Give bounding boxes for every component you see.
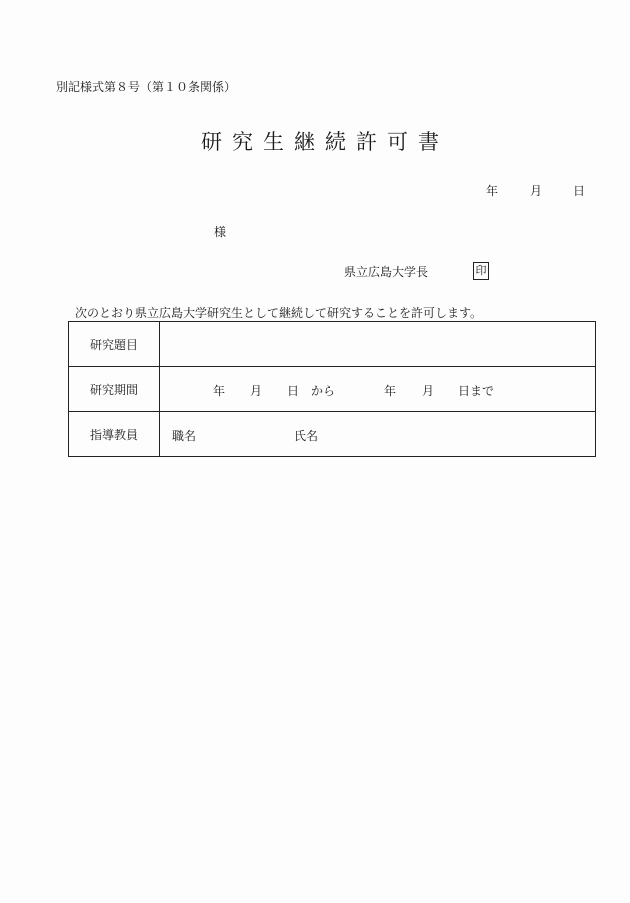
period-start-month-label: 月 bbox=[250, 384, 263, 398]
form-table bbox=[68, 321, 596, 457]
period-end-month-label: 月 bbox=[422, 384, 435, 398]
research-period-field[interactable] bbox=[160, 367, 596, 412]
table-row bbox=[69, 412, 596, 457]
supervisor-label: 指導教員 bbox=[69, 412, 160, 457]
issue-date bbox=[486, 182, 585, 199]
table-row bbox=[69, 322, 596, 367]
table-row bbox=[69, 367, 596, 412]
date-month-label: 月 bbox=[530, 184, 543, 198]
date-year-label: 年 bbox=[486, 184, 499, 198]
addressee-honorific: 様 bbox=[214, 225, 227, 239]
research-topic-label: 研究題目 bbox=[69, 322, 160, 367]
period-end-year-label: 年 bbox=[384, 384, 397, 398]
permission-statement: 次のとおり県立広島大学研究生として継続して研究することを許可します。 bbox=[75, 306, 483, 320]
name-label: 氏名 bbox=[294, 429, 319, 443]
document-title: 研究生継続許可書 bbox=[201, 130, 449, 154]
issuer-name: 県立広島大学長 bbox=[344, 265, 429, 279]
seal-box: 印 bbox=[473, 262, 489, 280]
supervisor-field[interactable] bbox=[160, 412, 596, 457]
position-label: 職名 bbox=[172, 429, 197, 443]
research-period-label: 研究期間 bbox=[69, 367, 160, 412]
research-topic-field[interactable] bbox=[160, 322, 596, 367]
period-start-year-label: 年 bbox=[213, 384, 226, 398]
form-number: 別記様式第８号（第１０条関係） bbox=[56, 80, 237, 94]
period-start-day-from-label: 日 から bbox=[287, 384, 336, 398]
date-day-label: 日 bbox=[573, 184, 586, 198]
period-end-day-until-label: 日まで bbox=[458, 384, 495, 398]
